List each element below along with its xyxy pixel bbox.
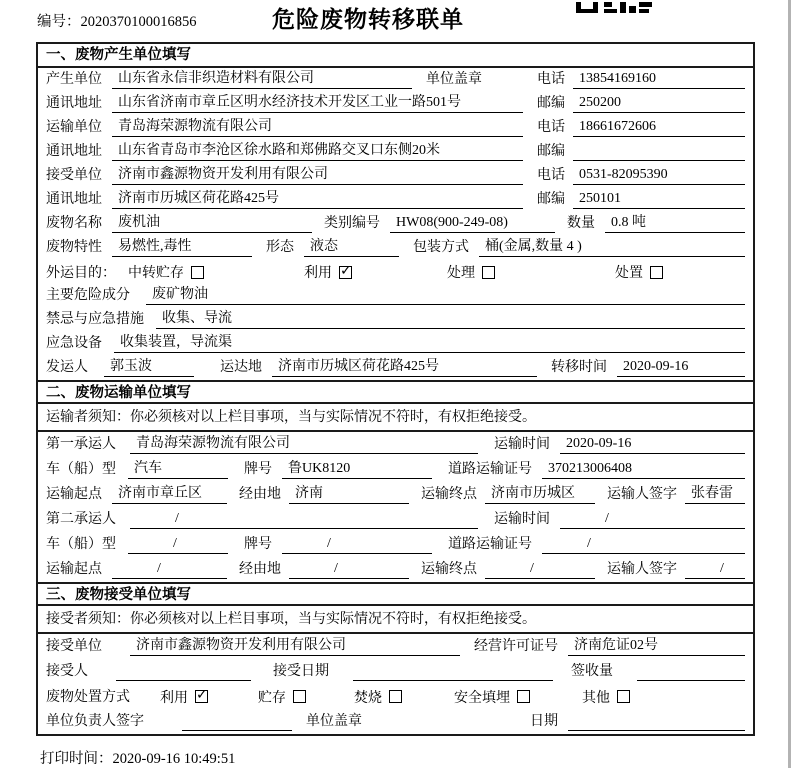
plate1-label: 牌号 xyxy=(244,462,272,477)
first-carrier-label: 第一承运人 xyxy=(46,437,116,452)
road-permit1-label: 道路运输证号 xyxy=(448,462,532,477)
page-title: 危险废物转移联单 xyxy=(272,6,464,32)
received-quantity-value xyxy=(637,664,745,681)
purpose-option-treat xyxy=(447,262,495,282)
route2-signature-value: / xyxy=(685,561,745,579)
qr-code-fragment xyxy=(576,0,656,18)
responsible-signature-label: 单位负责人签字 xyxy=(46,714,144,729)
emergency-equipment-value: 收集装置，导流渠 xyxy=(114,331,745,353)
disposal-option-other xyxy=(582,687,630,707)
transporter-zip-value xyxy=(573,144,745,161)
waste-form-label: 形态 xyxy=(266,240,294,255)
waste-code-value: HW08(900-249-08) xyxy=(390,215,555,233)
page-edge-divider xyxy=(788,0,791,768)
route1-via-value: 济南 xyxy=(289,482,409,504)
accept-date-value xyxy=(353,664,553,681)
route1-signature-value: 张春雷 xyxy=(685,482,745,504)
consignor-label: 发运人 xyxy=(46,360,88,375)
disposal-utilize-label: 利用 xyxy=(160,690,188,706)
waste-property-label: 废物特性 xyxy=(46,240,102,255)
accepting-unit-value: 济南市鑫源物资开发利用有限公司 xyxy=(130,634,460,656)
manifest-form xyxy=(36,42,755,736)
packaging-label: 包装方式 xyxy=(413,240,469,255)
route2-end-label: 运输终点 xyxy=(421,562,477,577)
receiver-unit-label: 接受单位 xyxy=(46,168,102,183)
print-time-label: 打印时间： xyxy=(40,751,113,767)
disposal-option-landfill xyxy=(454,687,530,707)
receiver-unit-row xyxy=(38,164,753,188)
packaging-value: 桶(金属,数量 4 ) xyxy=(479,235,745,257)
second-carrier-value: / xyxy=(130,511,478,529)
transfer-purpose-label: 外运目的： xyxy=(46,265,116,281)
road-permit1-value: 370213006408 xyxy=(542,461,745,479)
route1-signature-label: 运输人签字 xyxy=(607,487,677,502)
waste-quantity-value: 0.8 吨 xyxy=(605,211,745,233)
waste-quantity-label: 数量 xyxy=(567,216,595,231)
received-quantity-label: 签收量 xyxy=(571,664,613,679)
consignor-value: 郭玉波 xyxy=(104,355,194,377)
purpose-option-dispose xyxy=(615,262,663,282)
plate2-value: / xyxy=(282,536,432,554)
route2-signature-label: 运输人签字 xyxy=(607,562,677,577)
route2-row xyxy=(38,557,753,582)
waste-name-row xyxy=(38,212,753,236)
disposal-utilize-checkbox xyxy=(195,690,208,703)
purpose-storage-label: 中转贮存 xyxy=(128,266,184,281)
waste-property-row xyxy=(38,236,753,260)
disposal-incinerate-checkbox xyxy=(389,690,402,703)
producer-phone-value: 13854169160 xyxy=(573,71,745,89)
vehicle2-type-label: 车（船）型 xyxy=(46,537,116,552)
serial-label: 编号： xyxy=(37,14,81,30)
plate1-value: 鲁UK8120 xyxy=(282,457,432,479)
purpose-storage-checkbox xyxy=(191,266,204,279)
disposal-method-row xyxy=(38,684,753,709)
waste-form-value: 液态 xyxy=(304,235,399,257)
unit-seal-label: 单位盖章 xyxy=(426,72,482,87)
transfer-date-label: 转移时间 xyxy=(551,360,607,375)
route2-via-label: 经由地 xyxy=(239,562,281,577)
receiver-seal-label: 单位盖章 xyxy=(306,714,362,729)
waste-code-label: 类别编号 xyxy=(324,216,380,231)
route1-row xyxy=(38,482,753,507)
receiver-address-label: 通讯地址 xyxy=(46,192,102,207)
route2-origin-label: 运输起点 xyxy=(46,562,102,577)
hazard-component-value: 废矿物油 xyxy=(146,283,745,305)
purpose-utilize-label: 利用 xyxy=(304,266,332,281)
destination-value: 济南市历城区荷花路425号 xyxy=(272,355,537,377)
disposal-store-checkbox xyxy=(293,690,306,703)
second-carrier-label: 第二承运人 xyxy=(46,512,116,527)
hazard-component-row xyxy=(38,284,753,308)
route1-origin-label: 运输起点 xyxy=(46,487,102,502)
second-carrier-row xyxy=(38,507,753,532)
vehicle1-type-value: 汽车 xyxy=(128,457,228,479)
disposal-other-label: 其他 xyxy=(582,690,610,706)
transporter-address-row xyxy=(38,140,753,164)
producer-phone-label: 电话 xyxy=(537,72,565,87)
route2-end-value: / xyxy=(485,561,595,579)
producer-address-row xyxy=(38,92,753,116)
disposal-incinerate-label: 焚烧 xyxy=(354,690,382,706)
first-carrier-row xyxy=(38,432,753,457)
waste-property-value: 易燃性,毒性 xyxy=(112,235,252,257)
purpose-dispose-label: 处置 xyxy=(615,266,643,281)
receiver-notice: 接受者须知：你必须核对以上栏目事项，当与实际情况不符时，有权拒绝接受。 xyxy=(38,606,753,634)
route2-origin-value: / xyxy=(112,561,227,579)
transporter-unit-row xyxy=(38,116,753,140)
seal-date-value xyxy=(568,714,745,731)
business-license-value: 济南危证02号 xyxy=(568,634,745,656)
disposal-method-label: 废物处置方式 xyxy=(46,690,130,705)
print-time-value: 2020-09-16 10:49:51 xyxy=(112,751,236,767)
accept-date-label: 接受日期 xyxy=(273,664,329,679)
waste-name-label: 废物名称 xyxy=(46,216,102,231)
transport-date1-label: 运输时间 xyxy=(494,437,550,452)
purpose-option-utilize xyxy=(304,262,352,282)
transporter-phone-value: 18661672606 xyxy=(573,119,745,137)
disposal-landfill-label: 安全填埋 xyxy=(454,690,510,706)
disposal-store-label: 贮存 xyxy=(258,690,286,706)
responsible-signature-value xyxy=(182,714,292,731)
transport-date2-value: / xyxy=(560,511,745,529)
producer-unit-label: 产生单位 xyxy=(46,72,102,87)
print-time xyxy=(40,747,235,768)
receiver-address-value: 济南市历城区荷花路425号 xyxy=(112,187,523,209)
route1-origin-value: 济南市章丘区 xyxy=(112,482,227,504)
acceptor-row xyxy=(38,659,753,684)
emergency-equipment-label: 应急设备 xyxy=(46,336,102,351)
vehicle2-type-value: / xyxy=(128,536,228,554)
road-permit2-label: 道路运输证号 xyxy=(448,537,532,552)
producer-address-value: 山东省济南市章丘区明水经济技术开发区工业一路501号 xyxy=(112,91,523,113)
plate2-label: 牌号 xyxy=(244,537,272,552)
purpose-treat-label: 处理 xyxy=(447,266,475,281)
transporter-unit-label: 运输单位 xyxy=(46,120,102,135)
transporter-address-label: 通讯地址 xyxy=(46,144,102,159)
business-license-label: 经营许可证号 xyxy=(474,639,558,654)
first-carrier-value: 青岛海荣源物流有限公司 xyxy=(130,432,478,454)
responsible-signature-row xyxy=(38,709,753,734)
receiver-address-row xyxy=(38,188,753,212)
emergency-measures-row xyxy=(38,308,753,332)
vehicle1-row xyxy=(38,457,753,482)
transporter-phone-label: 电话 xyxy=(537,120,565,135)
producer-zip-value: 250200 xyxy=(573,95,745,113)
transfer-date-value: 2020-09-16 xyxy=(617,359,745,377)
emergency-measures-value: 收集、导流 xyxy=(156,307,745,329)
route2-via-value: / xyxy=(289,561,409,579)
section3-title: 三、废物接受单位填写 xyxy=(38,582,753,606)
transport-date1-value: 2020-09-16 xyxy=(560,436,745,454)
transporter-unit-value: 青岛海荣源物流有限公司 xyxy=(112,115,523,137)
seal-date-label: 日期 xyxy=(530,714,558,729)
route1-end-label: 运输终点 xyxy=(421,487,477,502)
receiver-zip-label: 邮编 xyxy=(537,192,565,207)
purpose-dispose-checkbox xyxy=(650,266,663,279)
purpose-option-storage xyxy=(128,262,204,282)
serial-value: 2020370100016856 xyxy=(80,14,197,30)
disposal-other-checkbox xyxy=(617,690,630,703)
vehicle1-type-label: 车（船）型 xyxy=(46,462,116,477)
acceptor-label: 接受人 xyxy=(46,664,88,679)
producer-unit-value: 山东省永信非织造材料有限公司 xyxy=(112,67,412,89)
receiver-zip-value: 250101 xyxy=(573,191,745,209)
consignor-row xyxy=(38,356,753,380)
disposal-option-utilize xyxy=(160,687,208,707)
purpose-utilize-checkbox xyxy=(339,266,352,279)
transfer-purpose-row xyxy=(38,260,753,284)
producer-unit-row xyxy=(38,68,753,92)
vehicle2-row xyxy=(38,532,753,557)
emergency-measures-label: 禁忌与应急措施 xyxy=(46,312,144,327)
route1-via-label: 经由地 xyxy=(239,487,281,502)
producer-address-label: 通讯地址 xyxy=(46,96,102,111)
accepting-unit-row xyxy=(38,634,753,659)
section1-title: 一、废物产生单位填写 xyxy=(38,44,753,68)
acceptor-value xyxy=(116,664,251,681)
road-permit2-value: / xyxy=(542,536,745,554)
disposal-landfill-checkbox xyxy=(517,690,530,703)
disposal-option-store xyxy=(258,687,306,707)
destination-label: 运达地 xyxy=(220,360,262,375)
transport-date2-label: 运输时间 xyxy=(494,512,550,527)
transporter-notice: 运输者须知：你必须核对以上栏目事项，当与实际情况不符时，有权拒绝接受。 xyxy=(38,404,753,432)
emergency-equipment-row xyxy=(38,332,753,356)
hazard-component-label: 主要危险成分 xyxy=(46,288,130,303)
purpose-treat-checkbox xyxy=(482,266,495,279)
receiver-unit-value: 济南市鑫源物资开发利用有限公司 xyxy=(112,163,523,185)
accepting-unit-label: 接受单位 xyxy=(46,639,102,654)
waste-name-value: 废机油 xyxy=(112,211,312,233)
route1-end-value: 济南市历城区 xyxy=(485,482,595,504)
transporter-address-value: 山东省青岛市李沧区徐水路和郑佛路交叉口东侧20米 xyxy=(112,139,523,161)
producer-zip-label: 邮编 xyxy=(537,96,565,111)
transporter-zip-label: 邮编 xyxy=(537,144,565,159)
receiver-phone-label: 电话 xyxy=(537,168,565,183)
section2-title: 二、废物运输单位填写 xyxy=(38,380,753,404)
disposal-option-incinerate xyxy=(354,687,402,707)
receiver-phone-value: 0531-82095390 xyxy=(573,167,745,185)
